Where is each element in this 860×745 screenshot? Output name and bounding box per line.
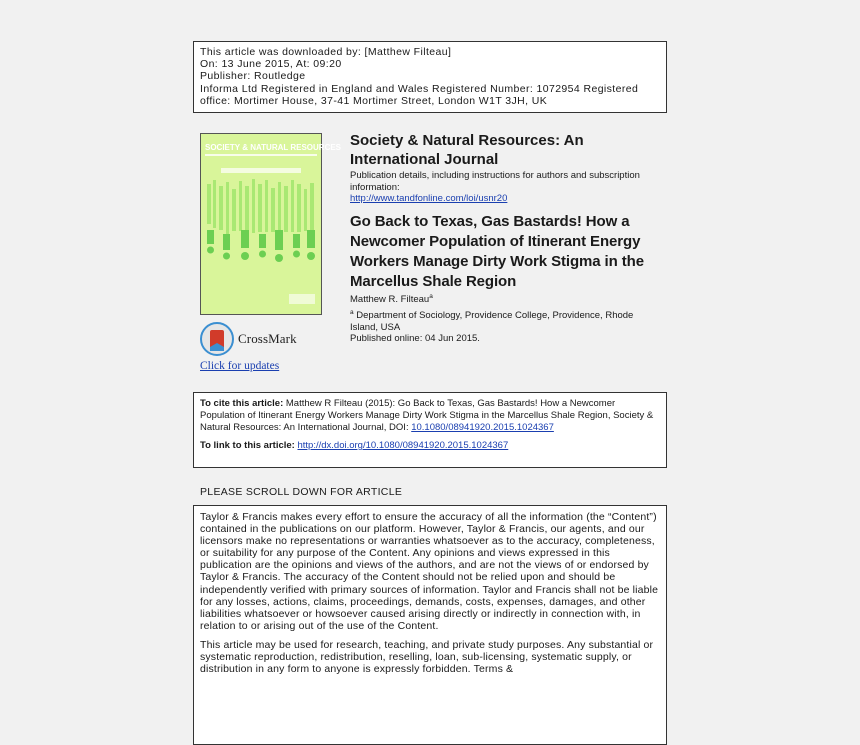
journal-cover-image	[200, 133, 342, 315]
download-notice-line: office: Mortimer House, 37-41 Mortimer Street, London W1T 3JH, UK	[200, 94, 548, 107]
cover-publisher-logo	[289, 294, 315, 304]
author-superscript: a	[429, 293, 433, 300]
scroll-notice: PLEASE SCROLL DOWN FOR ARTICLE	[200, 486, 403, 498]
crossmark-badge[interactable]	[200, 321, 310, 357]
article-url-link[interactable]: http://dx.doi.org/10.1080/08941920.2015.1024367	[297, 440, 509, 451]
publication-details: Publication details, including instructions for authors and subscription information:	[350, 170, 640, 193]
citation-box	[193, 392, 667, 468]
download-notice-box	[193, 41, 667, 113]
disclaimer-paragraph: This article may be used for research, teaching, and private study purposes. Any substantial or systematic reproduction, redistribution, reselling, loan, sub-licensing, systematic supply, or distribution in any form to anyone is expressly forbidden. Terms &	[200, 638, 654, 676]
journal-title: Society & Natural Resources: An International Journal	[350, 132, 584, 168]
download-notice-line: On: 13 June 2015, At: 09:20	[200, 58, 342, 71]
crossmark-label: CrossMark	[238, 331, 297, 346]
affiliation-text: Department of Sociology, Providence College, Providence, Rhode Island, USA	[350, 310, 634, 334]
download-notice-line: Publisher: Routledge	[200, 70, 306, 83]
journal-url-link[interactable]: http://www.tandfonline.com/loi/usnr20	[350, 193, 508, 204]
author-name: Matthew R. Filteau	[350, 294, 430, 306]
affiliation	[350, 307, 655, 334]
published-date: Published online: 04 Jun 2015.	[350, 333, 480, 344]
cover-title-art: SOCIETY & NATURAL RESOURCES	[205, 143, 342, 152]
affiliation-superscript: a	[350, 309, 354, 316]
doi-link[interactable]: 10.1080/08941920.2015.1024367	[411, 422, 554, 433]
cite-text: Matthew R Filteau (2015): Go Back to Texas, Gas Bastards! How a Newcomer Population of Itinerant Energy Workers Manage Dirty Work Stigma in the Marcellus Shale Region, Society & Natural Resources: An International Journal, DOI:	[200, 398, 654, 433]
article-title: Go Back to Texas, Gas Bastards! How a Newcomer Population of Itinerant Energy Workers Manage Dirty Work Stigma in the Marcellus Shale Region	[350, 213, 644, 290]
cover-rule	[205, 154, 317, 156]
disclaimer-paragraph: Taylor & Francis makes every effort to ensure the accuracy of all the information (the “Content”) contained in the publications on our platform. However, Taylor & Francis, our agents, and our licensors make no representations or warranties whatsoever as to the accuracy, completeness, or suitability for any purpose of the Content. Any opinions and views expressed in this publication are the opinions and views of the authors, and are not the views of or endorsed by Taylor & Francis. The accuracy of the Content should not be relied upon and should be independently verified with primary sources of information. Taylor and Francis shall not be liable for any losses, actions, claims, proceedings, demands, costs, expenses, damages, and other liabilities whatsoever or howsoever caused arising directly or indirectly in connection with, in relation to or arising out of the use of the Content.	[200, 511, 659, 632]
crossmark-icon	[200, 322, 234, 356]
click-for-updates-link[interactable]: Click for updates	[200, 360, 280, 372]
author-line	[350, 293, 433, 305]
cite-paragraph	[200, 398, 660, 434]
link-paragraph	[200, 440, 660, 452]
cover-subtitle-band	[221, 168, 301, 173]
cite-label: To cite this article:	[200, 398, 284, 409]
link-label: To link to this article:	[200, 440, 298, 451]
download-notice-line: This article was downloaded by: [Matthew Filteau]	[200, 46, 452, 58]
cover-art	[201, 134, 342, 314]
download-notice-line: Informa Ltd Registered in England and Wales Registered Number: 1072954 Registered	[200, 82, 639, 95]
disclaimer-box	[193, 505, 667, 745]
